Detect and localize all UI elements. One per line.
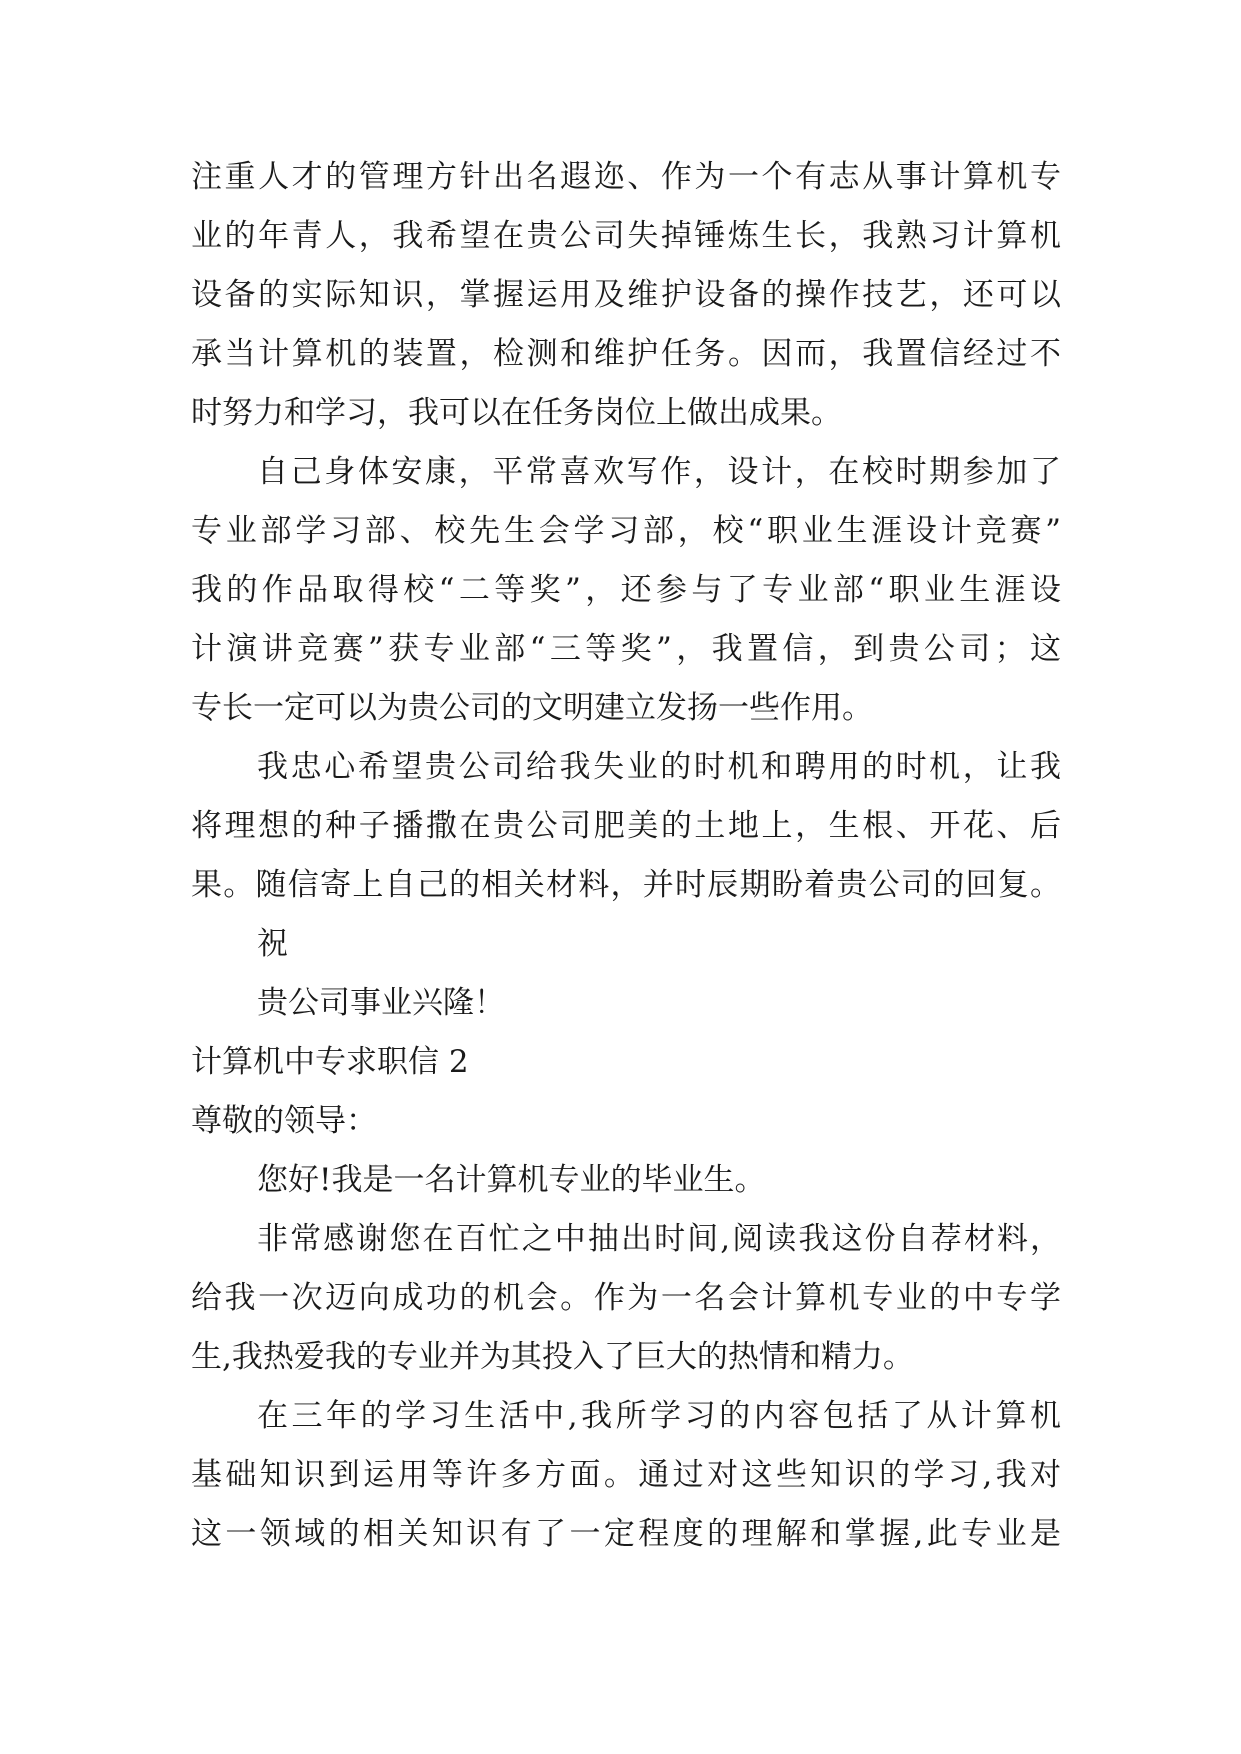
text-line: 生,我热爱我的专业并为其投入了巨大的热情和精力。 [191,1339,914,1375]
text-line: 计演讲竞赛”获专业部“三等奖”，我置信，到贵公司；这 [191,631,1061,667]
text-line: 承当计算机的装置，检测和维护任务。因而，我置信经过不 [191,336,1061,372]
text-line: 注重人才的管理方针出名遐迩、作为一个有志从事计算机专 [191,159,1061,195]
text-line: 我忠心希望贵公司给我失业的时机和聘用的时机，让我 [257,749,1061,785]
text-line: 在三年的学习生活中,我所学习的内容包括了从计算机 [257,1398,1061,1434]
text-line: 自己身体安康，平常喜欢写作，设计，在校时期参加了 [257,454,1061,490]
text-line: 业的年青人，我希望在贵公司失掉锤炼生长，我熟习计算机 [191,218,1061,254]
text-line: 果。随信寄上自己的相关材料，并时辰期盼着贵公司的回复。 [191,867,1061,903]
text-line: 专长一定可以为贵公司的文明建立发扬一些作用。 [191,690,873,726]
text-line: 专业部学习部、校先生会学习部，校“职业生涯设计竞赛” [191,513,1061,549]
text-line: 将理想的种子播撒在贵公司肥美的土地上，生根、开花、后 [191,808,1061,844]
greeting: 您好!我是一名计算机专业的毕业生。 [257,1162,766,1198]
paragraph [191,738,1061,915]
text-line: 基础知识到运用等许多方面。通过对这些知识的学习,我对 [191,1457,1061,1493]
salutation: 尊敬的领导： [191,1103,377,1139]
paragraph [191,1387,1061,1564]
text-line: 非常感谢您在百忙之中抽出时间,阅读我这份自荐材料， [257,1221,1061,1257]
text-line: 设备的实际知识，掌握运用及维护设备的操作技艺，还可以 [191,277,1061,313]
paragraph [191,443,1061,738]
letter-body [191,148,1061,1564]
text-line: 我的作品取得校“二等奖”，还参与了专业部“职业生涯设 [191,572,1061,608]
text-line: 给我一次迈向成功的机会。作为一名会计算机专业的中专学 [191,1280,1061,1316]
text-line: 这一领域的相关知识有了一定程度的理解和掌握,此专业是 [191,1516,1061,1552]
paragraph [191,1210,1061,1387]
closing-wish: 祝 [257,926,288,962]
text-line: 时努力和学习，我可以在任务岗位上做出成果。 [191,395,842,431]
paragraph [191,148,1061,443]
closing-blessing: 贵公司事业兴隆！ [257,985,505,1021]
section-title: 计算机中专求职信 2 [191,1044,469,1080]
